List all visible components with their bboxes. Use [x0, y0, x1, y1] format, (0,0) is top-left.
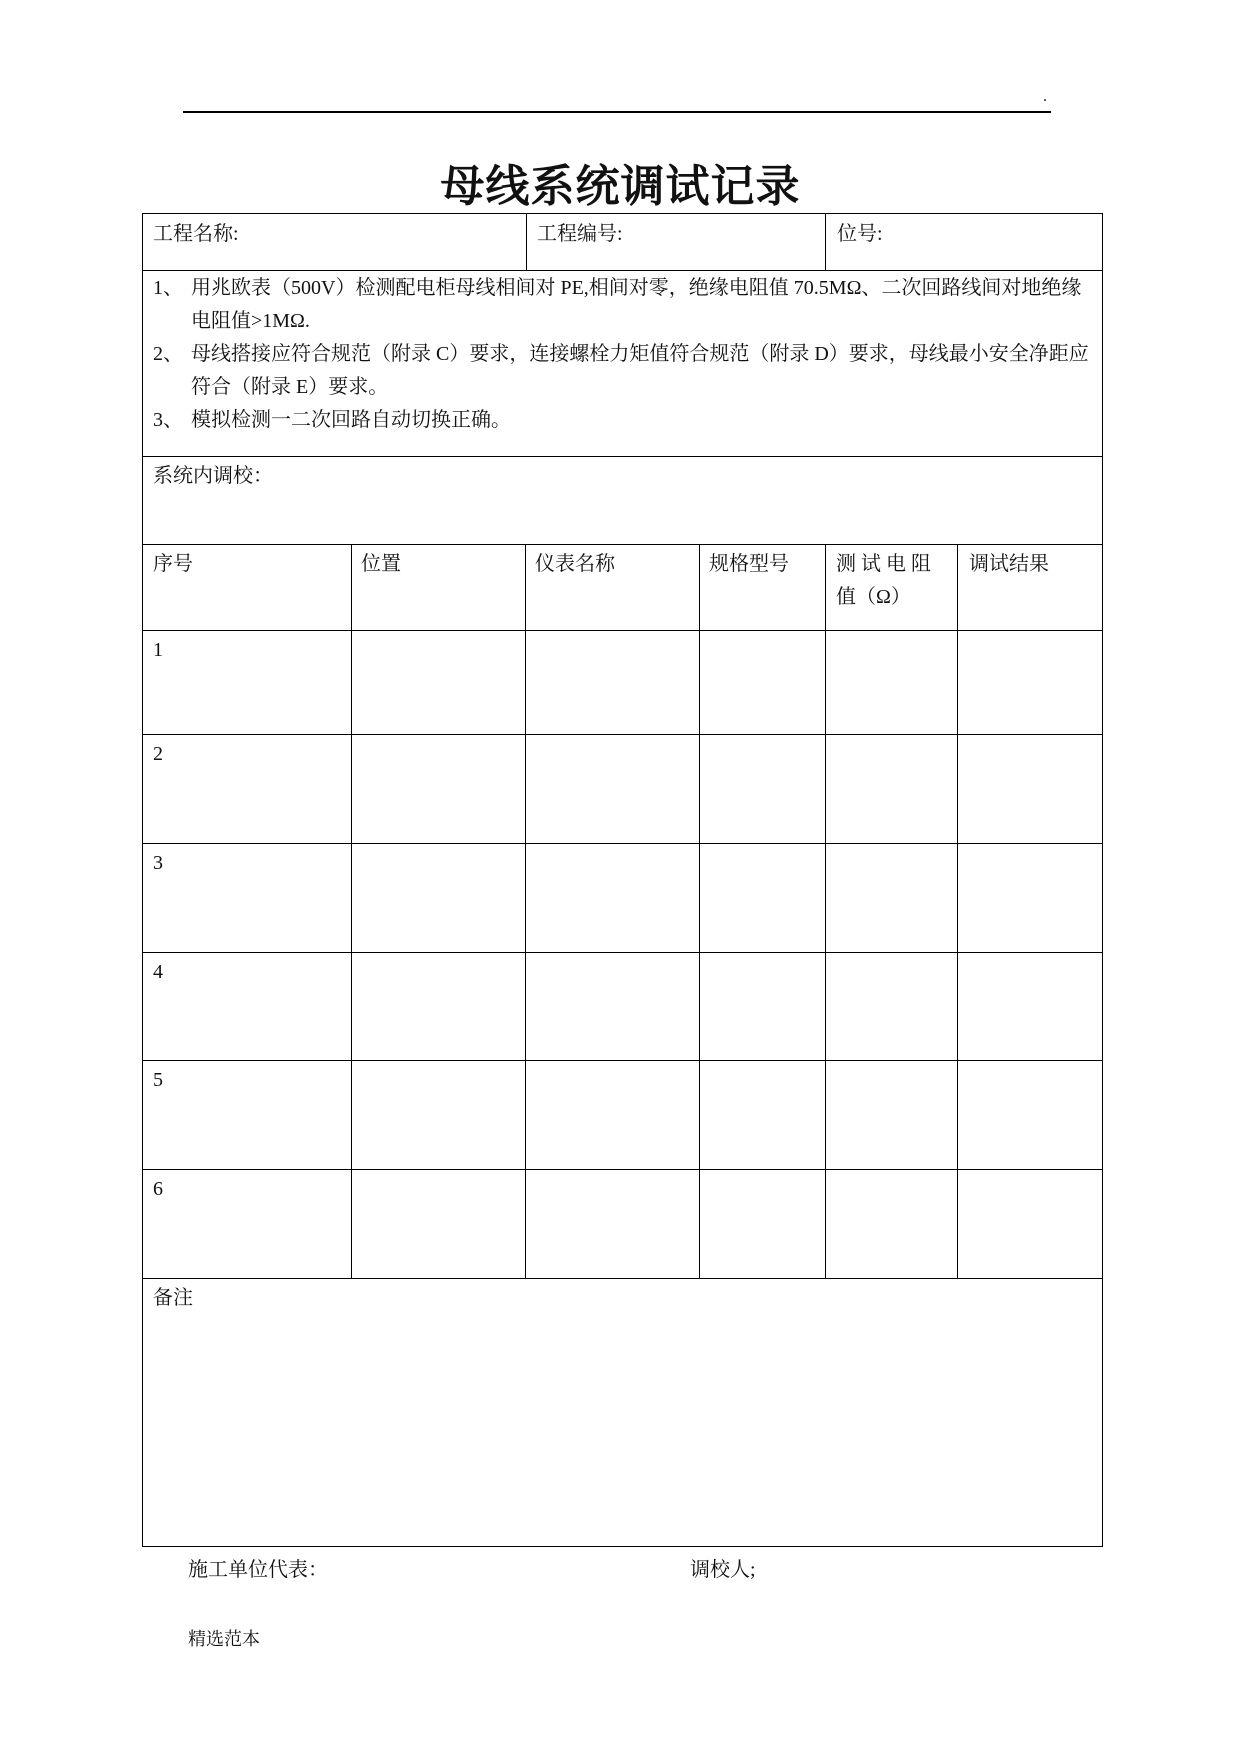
row-border — [143, 1169, 1102, 1170]
position-label: 位号: — [837, 223, 883, 245]
info-row-border — [143, 270, 1102, 271]
row-index: 3 — [153, 852, 163, 874]
row-border — [143, 843, 1102, 844]
col-header-instrument: 仪表名称 — [535, 553, 615, 575]
header-rule — [183, 111, 1051, 113]
template-watermark: 精选范本 — [188, 1629, 260, 1649]
col-header-model: 规格型号 — [709, 553, 789, 575]
column-divider — [351, 544, 352, 1278]
requirement-item — [153, 404, 1098, 437]
row-border — [143, 1060, 1102, 1061]
requirement-item — [153, 338, 1098, 404]
requirement-number: 2、 — [153, 343, 183, 365]
column-divider — [525, 544, 526, 1278]
record-form — [142, 213, 1103, 1547]
requirement-text: 母线搭接应符合规范（附录 C）要求，连接螺栓力矩值符合规范（附录 D）要求，母线最小安全净距应符合（附录 E）要求。 — [191, 343, 1089, 398]
requirement-text: 用兆欧表（500V）检测配电柜母线相间对 PE,相间对零，绝缘电阻值 70.5MΩ、二次回路线间对地绝缘电阻值>1MΩ. — [191, 277, 1082, 332]
info-divider-1 — [526, 214, 527, 270]
table-bottom-border — [143, 1278, 1102, 1279]
requirement-text: 模拟检测一二次回路自动切换正确。 — [191, 409, 511, 431]
row-index: 6 — [153, 1178, 163, 1200]
project-name-label: 工程名称: — [153, 223, 239, 245]
row-border — [143, 734, 1102, 735]
header-dot: . — [1043, 88, 1047, 105]
col-header-index: 序号 — [153, 553, 193, 575]
project-number-label: 工程编号: — [537, 223, 623, 245]
col-header-location: 位置 — [361, 553, 401, 575]
page-title: 母线系统调试记录 — [440, 162, 801, 211]
requirements-list — [153, 272, 1098, 437]
calibration-border — [143, 544, 1102, 545]
row-border — [143, 952, 1102, 953]
table-header-border — [143, 630, 1102, 631]
row-index: 1 — [153, 639, 163, 661]
requirement-item — [153, 272, 1098, 338]
remarks-label: 备注 — [153, 1287, 193, 1309]
column-divider — [825, 544, 826, 1278]
calibration-label: 系统内调校： — [153, 465, 273, 487]
column-divider — [699, 544, 700, 1278]
col-header-result: 调试结果 — [969, 553, 1049, 575]
column-divider — [957, 544, 958, 1278]
contractor-representative-label: 施工单位代表： — [188, 1559, 328, 1581]
requirement-number: 1、 — [153, 277, 183, 299]
row-index: 4 — [153, 961, 163, 983]
requirement-number: 3、 — [153, 409, 183, 431]
col-header-resistance: 测 试 电 阻 值（Ω） — [836, 553, 931, 608]
info-divider-2 — [825, 214, 826, 270]
calibrator-label: 调校人; — [690, 1559, 756, 1581]
row-index: 5 — [153, 1069, 163, 1091]
requirements-border — [143, 456, 1102, 457]
row-index: 2 — [153, 743, 163, 765]
